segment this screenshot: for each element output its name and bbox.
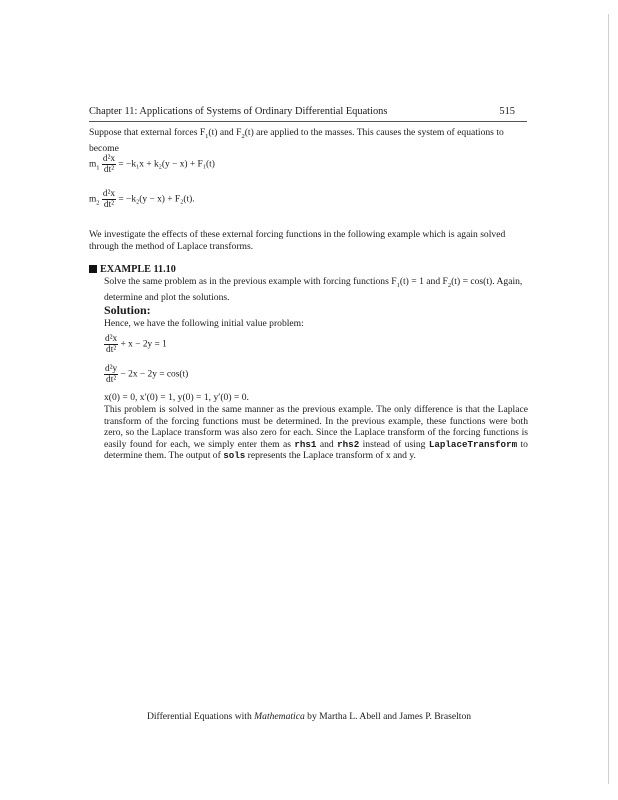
ivp-eq2-fraction: [104, 364, 118, 385]
eq2-mass: m: [89, 194, 97, 205]
ivp-eq1-denominator: dt²: [106, 345, 117, 355]
ivp-eq2-rhs: − 2x − 2y = cos(t): [120, 369, 189, 380]
ivp-eq1-rhs: + x − 2y = 1: [120, 339, 167, 350]
code-sols: sols: [223, 450, 246, 462]
eq1-mass: m: [89, 159, 97, 170]
eq2-mass-sub: 2: [96, 199, 100, 207]
page-number: 515: [499, 106, 515, 117]
example-body: [104, 404, 528, 462]
eq1-numerator: d²x: [102, 154, 116, 164]
example-heading: [89, 264, 176, 275]
intro-text-a: Suppose that external forces F: [89, 127, 206, 138]
intro-sub-a: 1: [205, 132, 209, 140]
eq1-denominator: dt²: [103, 165, 115, 175]
body-text-c: instead of using: [359, 438, 429, 450]
system-equation-1: [89, 154, 215, 175]
intro-text-c: (t) are applied to the masses. This causes the system of equations to become: [89, 127, 504, 154]
running-header: [89, 106, 515, 117]
eq1-mass-sub: 1: [96, 164, 100, 172]
footer-text-b: by Martha L. Abell and James P. Braselton: [304, 711, 472, 722]
bullet-square-icon: [89, 265, 97, 273]
footer-text-a: Differential Equations with: [146, 711, 255, 722]
initial-conditions: x(0) = 0, x′(0) = 1, y(0) = 1, y′(0) = 0.: [104, 392, 249, 403]
page-edge-line: [608, 14, 609, 784]
intro-paragraph: [89, 127, 527, 154]
body-text-b: and: [316, 438, 338, 450]
intro-text-b: (t) and F: [208, 127, 242, 138]
statement-sub-2: 2: [447, 281, 452, 289]
example-title: EXAMPLE 11.10: [100, 264, 176, 275]
ivp-intro: Hence, we have the following initial value problem:: [104, 318, 304, 329]
footer-italic-title: Mathematica: [254, 711, 305, 722]
statement-sub-1: 1: [396, 281, 400, 289]
statement-text-c: (t) = cos(t). Again, determine and plot the solutions.: [104, 276, 523, 303]
eq2-rhs: = −k₂(y − x) + F₂(t).: [118, 194, 195, 205]
page-footer: [0, 711, 618, 722]
eq2-fraction: [102, 189, 116, 210]
body-text-d: to determine them. The output of: [104, 438, 528, 462]
chapter-title: Chapter 11: Applications of Systems of Ordinary Differential Equations: [89, 106, 388, 117]
ivp-eq2-numerator: d²y: [105, 364, 118, 374]
body-text-e: represents the Laplace transform of x and y.: [245, 450, 416, 462]
ivp-equation-1: [104, 334, 167, 355]
example-statement: [104, 276, 528, 303]
statement-text-b: (t) = 1 and F: [399, 276, 448, 287]
intro-sub-b: 2: [241, 132, 245, 140]
statement-text-a: Solve the same problem as in the previous example with forcing functions F: [104, 276, 397, 287]
code-rhs1: rhs1: [294, 438, 317, 450]
code-rhs2: rhs2: [337, 438, 360, 450]
eq1-fraction: [102, 154, 116, 175]
header-rule: [89, 121, 527, 122]
system-equation-2: [89, 189, 195, 210]
code-laplace-transform: LaplaceTransform: [428, 438, 518, 450]
eq1-rhs: = −k₁x + k₂(y − x) + F₁(t): [118, 159, 215, 170]
ivp-eq1-fraction: [104, 334, 118, 355]
eq2-denominator: dt²: [103, 200, 115, 210]
ivp-eq1-numerator: d²x: [105, 334, 118, 344]
investigate-paragraph: We investigate the effects of these external forcing functions in the following example which is again solved through the method of Laplace transforms.: [89, 229, 506, 252]
solution-heading: Solution:: [104, 303, 151, 317]
ivp-eq2-denominator: dt²: [106, 375, 117, 385]
body-text-a: This problem is solved in the same manner as the previous example. The only difference is that the Laplace transform of the forcing functions must be determined. In the previous example, these functions were both zero, so the Laplace transform was also zero for each. Since the Laplace transform of the forcing functions is easily found for each, we simply enter them as: [104, 404, 528, 450]
ivp-equation-2: [104, 364, 188, 385]
eq2-numerator: d²x: [102, 189, 116, 199]
